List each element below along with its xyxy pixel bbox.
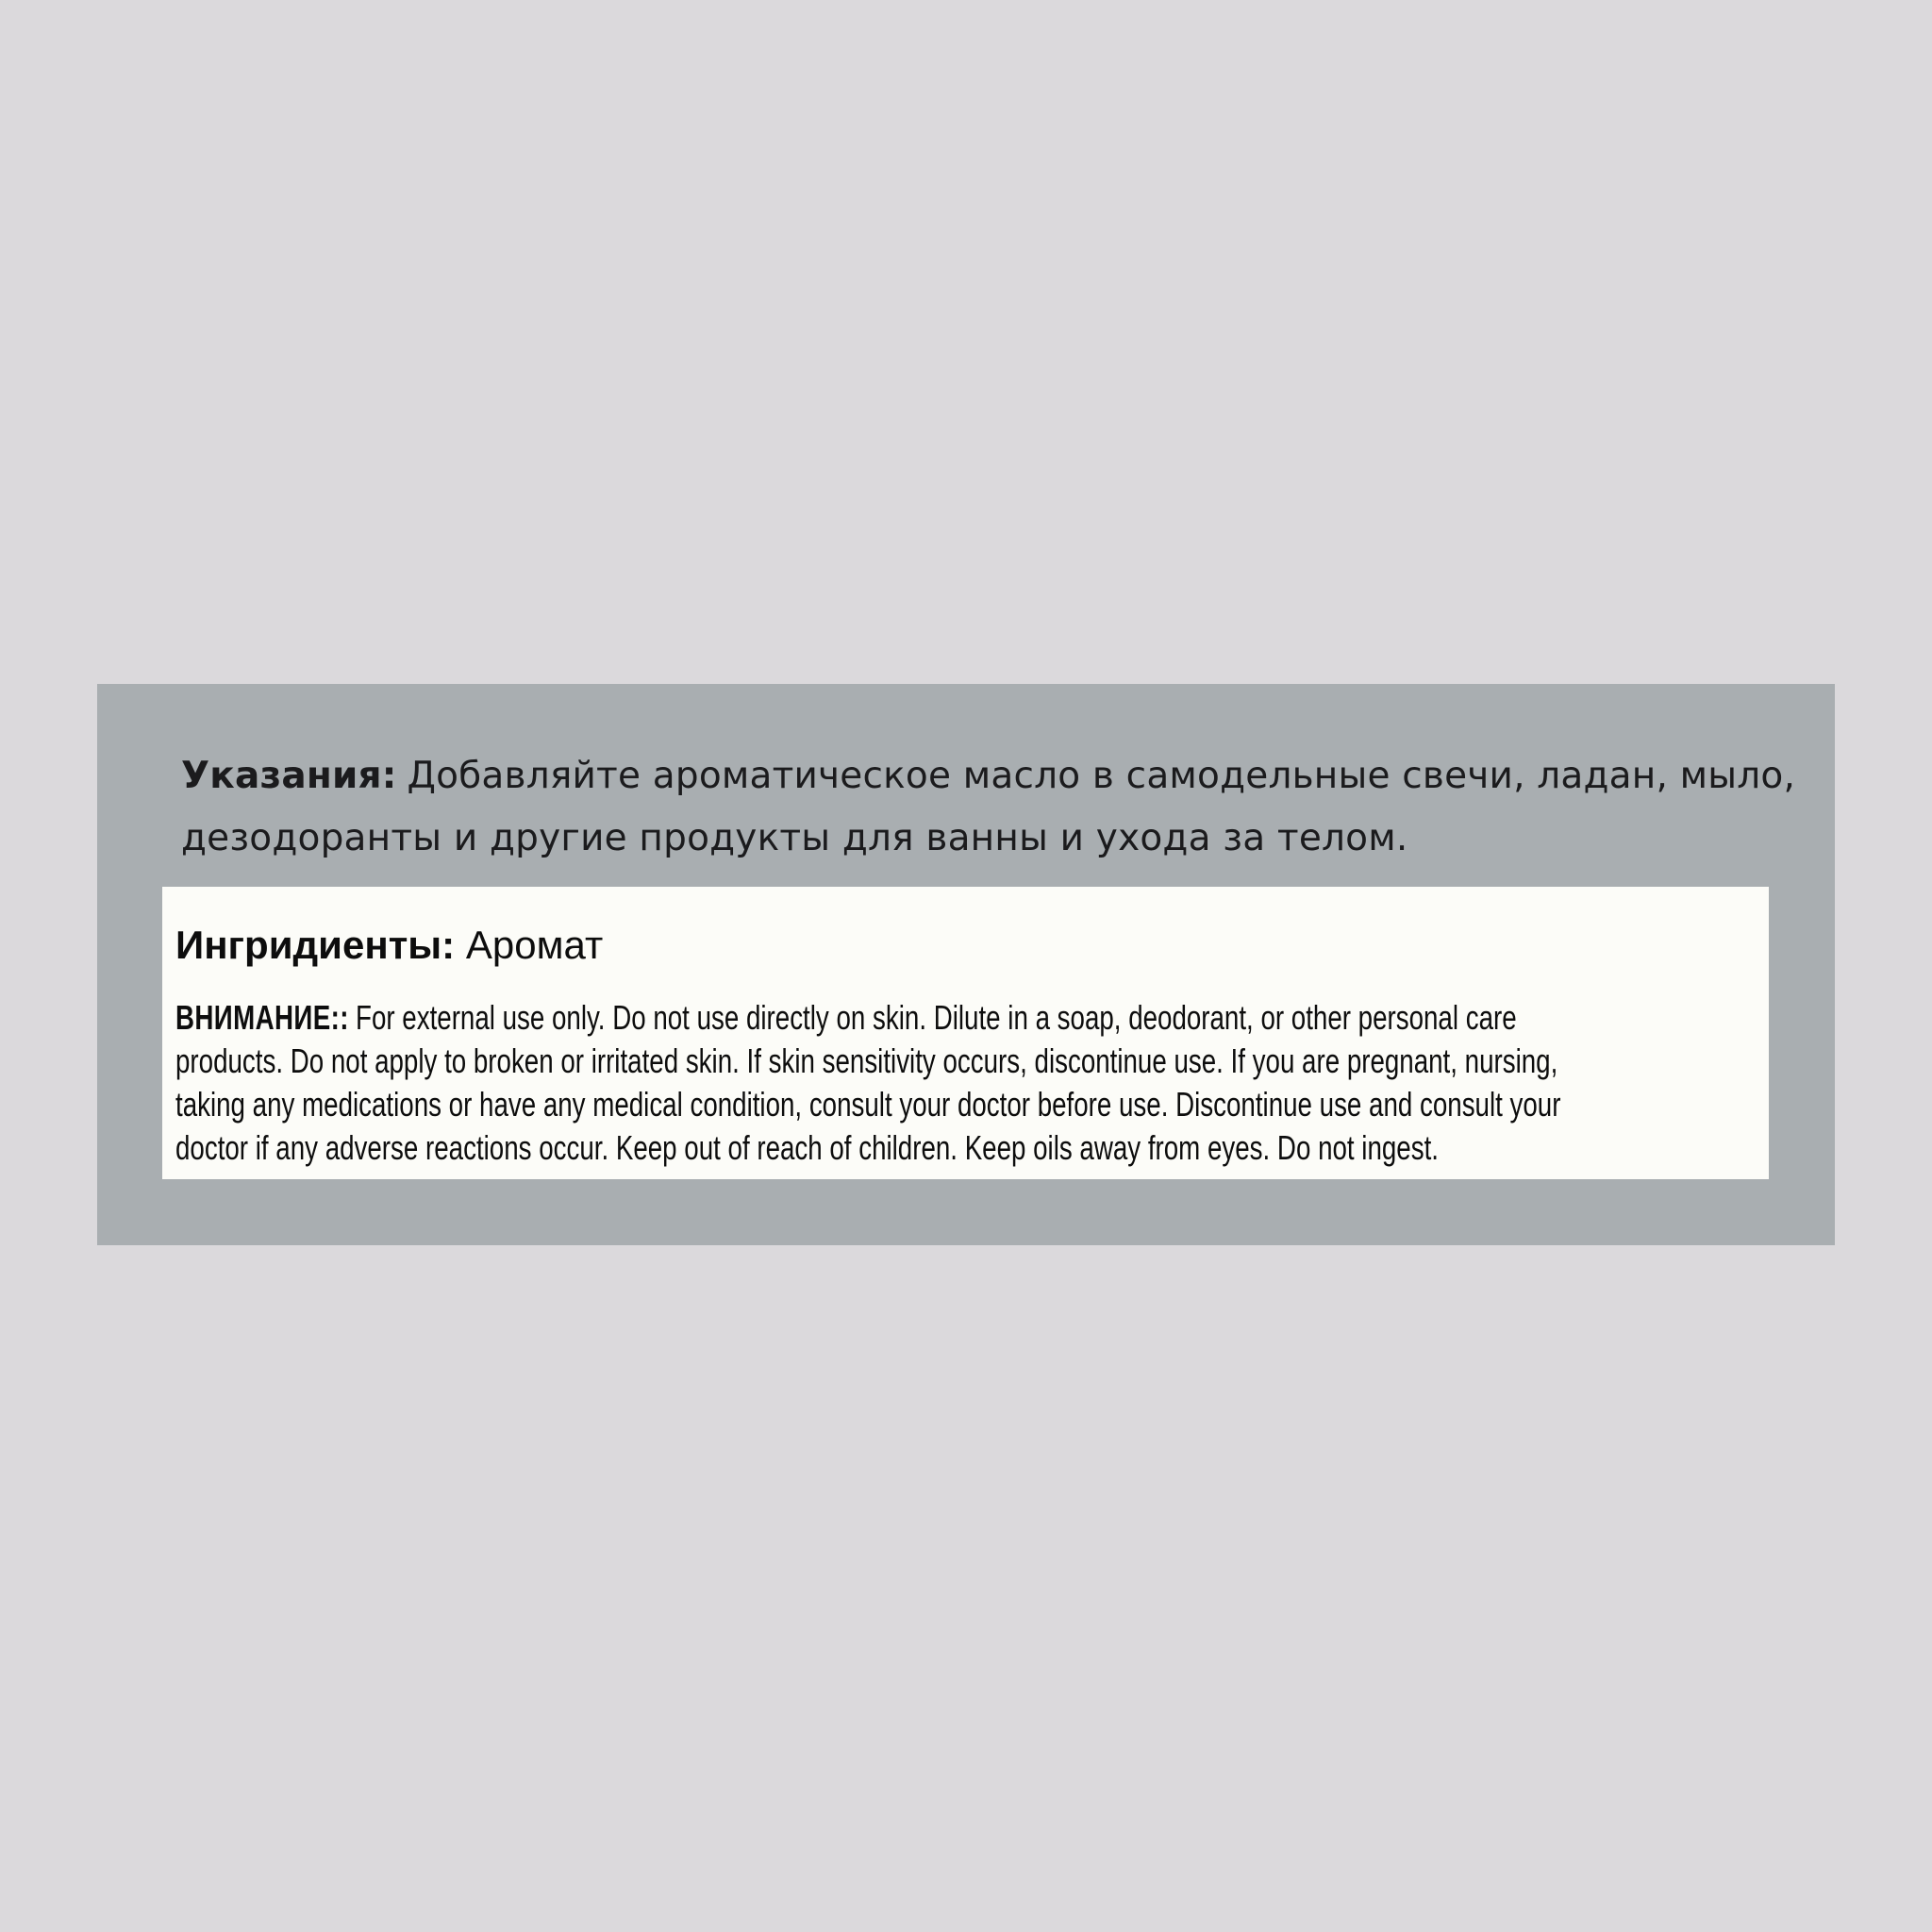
- warning-line-2: products. Do not apply to broken or irritated skin. If skin sensitivity occurs, discontinue use. If you are pregnant, nursing,: [175, 1041, 1558, 1080]
- warning-line-4: doctor if any adverse reactions occur. Keep out of reach of children. Keep oils away from eyes. Do not ingest.: [175, 1128, 1439, 1167]
- ingredients-line: [175, 921, 1756, 970]
- ingredients-value: Аромат: [465, 923, 604, 967]
- warning-paragraph: [175, 996, 1756, 1170]
- ingredients-label: Ингридиенты:: [175, 923, 456, 967]
- directions-line-1-text: Добавляйте ароматическое масло в самодельные свечи, ладан, мыло,: [407, 755, 1796, 797]
- directions-line-2: дезодоранты и другие продукты для ванны и ухода за телом.: [181, 817, 1408, 859]
- warning-text-block: [175, 996, 1561, 1170]
- ingredients-warning-panel: [162, 887, 1769, 1179]
- warning-line-3: taking any medications or have any medical condition, consult your doctor before use. Discontinue use and consult your: [175, 1085, 1561, 1124]
- warning-line-1: [175, 996, 1517, 1040]
- directions-line-1: [181, 745, 1795, 808]
- directions-text: [181, 745, 1795, 870]
- directions-band: [97, 684, 1835, 1245]
- warning-label: ВНИМАНИЕ::: [175, 998, 349, 1037]
- directions-label: Указания:: [181, 755, 397, 797]
- warning-line-1-text: For external use only. Do not use directly on skin. Dilute in a soap, deodorant, or other personal care: [356, 998, 1517, 1037]
